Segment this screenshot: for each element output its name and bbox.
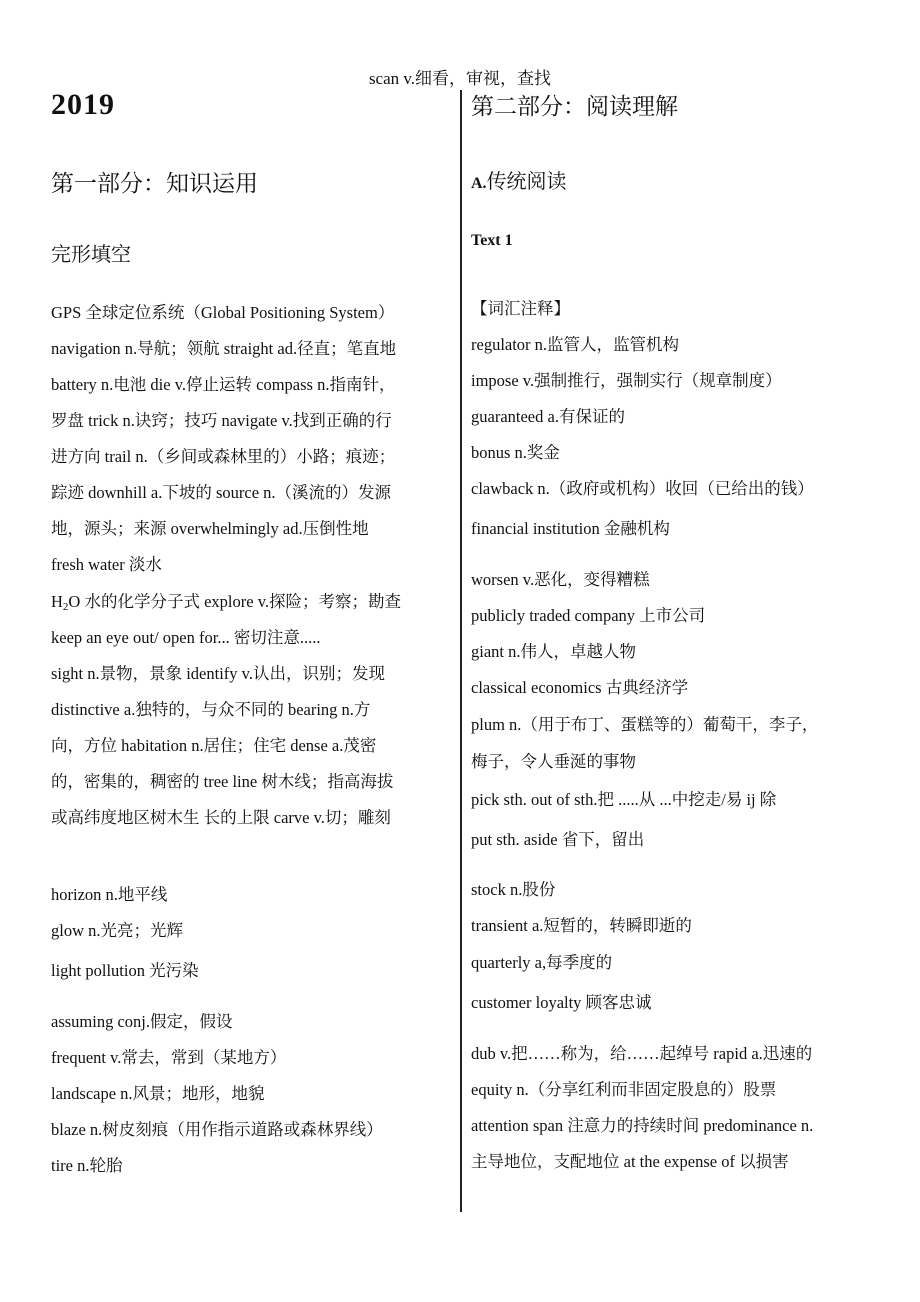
right-vocab-line: put sth. aside 省下，留出 <box>471 830 645 849</box>
left-vocab-line: blaze n.树皮刻痕（用作指示道路或森林界线） <box>51 1120 383 1139</box>
left-vocab-line: navigation n.导航；领航 straight ad.径直；笔直地 <box>51 339 397 358</box>
right-vocab-line: classical economics 古典经济学 <box>471 678 689 697</box>
left-vocab-line: 的，密集的，稠密的 tree line 树木线；指高海拔 <box>51 772 394 791</box>
cloze-section-title: 完形填空 <box>51 244 131 266</box>
left-vocab-line: landscape n.风景；地形，地貌 <box>51 1084 265 1103</box>
left-vocab-line: assuming conj.假定，假设 <box>51 1012 233 1031</box>
left-vocab-line: 向，方位 habitation n.居住；住宅 dense a.茂密 <box>51 736 377 755</box>
part-one-title: 第一部分：知识运用 <box>51 171 258 196</box>
right-vocab-line: equity n.（分享红利而非固定股息的）股票 <box>471 1080 777 1099</box>
right-vocab-line: publicly traded company 上市公司 <box>471 606 706 625</box>
left-vocab-line: distinctive a.独特的，与众不同的 bearing n.方 <box>51 700 371 719</box>
left-vocab-line: frequent v.常去，常到（某地方） <box>51 1048 287 1067</box>
right-vocab-line: plum n.（用于布丁、蛋糕等的）葡萄干，李子， <box>471 715 819 734</box>
left-vocab-line: 或高纬度地区树木生 长的上限 carve v.切；雕刻 <box>51 808 391 827</box>
left-vocab-line: GPS 全球定位系统（Global Positioning System） <box>51 303 395 322</box>
right-vocab-line: pick sth. out of sth.把 .....从 ...中挖走/易 ij 除 <box>471 790 777 809</box>
right-vocab-line: bonus n.奖金 <box>471 443 560 462</box>
text-label: Text 1 <box>471 232 513 249</box>
right-vocab-line: dub v.把……称为，给……起绰号 rapid a.迅速的 <box>471 1044 813 1063</box>
h2o-subscript: 2 <box>62 601 69 613</box>
right-vocab-line: stock n.股份 <box>471 880 556 899</box>
right-vocab-line: financial institution 金融机构 <box>471 519 670 538</box>
right-vocab-line: attention span 注意力的持续时间 predominance n. <box>471 1116 814 1135</box>
left-vocab-line: sight n.景物，景象 identify v.认出，识别；发现 <box>51 664 385 683</box>
right-vocab-line: giant n.伟人，卓越人物 <box>471 642 636 661</box>
left-vocab-line: 踪迹 downhill a.下坡的 source n.（溪流的）发源 <box>51 483 392 502</box>
left-vocab-line: 进方向 trail n.（乡间或森林里的）小路；痕迹； <box>51 447 396 466</box>
h2o-h: H <box>51 592 63 611</box>
left-vocab-line: tire n.轮胎 <box>51 1156 123 1175</box>
column-divider <box>460 90 462 1212</box>
right-vocab-line: transient a.短暂的，转瞬即逝的 <box>471 916 692 935</box>
right-vocab-line: worsen v.恶化，变得糟糕 <box>471 570 650 589</box>
section-a-title <box>471 165 567 194</box>
section-a-letter: A. <box>471 175 487 192</box>
year-heading: 2019 <box>51 88 115 121</box>
header-note: scan v.细看，审视，查找 <box>368 69 552 88</box>
section-a-label: 传统阅读 <box>486 171 567 193</box>
h2o-rest: O 水的化学分子式 explore v.探险；考察；勘查 <box>68 592 401 611</box>
left-vocab-line-h2o <box>51 590 401 619</box>
right-vocab-line: guaranteed a.有保证的 <box>471 407 625 426</box>
left-vocab-line: battery n.电池 die v.停止运转 compass n.指南针， <box>51 375 396 394</box>
left-vocab-line: 罗盘 trick n.诀窍；技巧 navigate v.找到正确的行 <box>51 411 392 430</box>
left-vocab-line: horizon n.地平线 <box>51 885 168 904</box>
left-vocab-line: 地，源头；来源 overwhelmingly ad.压倒性地 <box>51 519 369 538</box>
right-vocab-line: 主导地位，支配地位 at the expense of 以损害 <box>471 1152 789 1171</box>
vocab-notes-heading: 【词汇注释】 <box>471 299 570 318</box>
right-vocab-line: clawback n.（政府或机构）收回（已给出的钱） <box>471 479 814 498</box>
part-two-title: 第二部分：阅读理解 <box>471 94 678 119</box>
left-vocab-line: light pollution 光污染 <box>51 961 199 980</box>
right-vocab-line: regulator n.监管人，监管机构 <box>471 335 680 354</box>
right-vocab-line: quarterly a,每季度的 <box>471 953 613 972</box>
left-vocab-line: keep an eye out/ open for... 密切注意..... <box>51 628 321 647</box>
right-vocab-line: customer loyalty 顾客忠诚 <box>471 993 652 1012</box>
right-vocab-line: 梅子，令人垂涎的事物 <box>471 752 636 771</box>
left-vocab-line: glow n.光亮；光辉 <box>51 921 183 940</box>
right-vocab-line: impose v.强制推行，强制实行（规章制度） <box>471 371 782 390</box>
left-vocab-line: fresh water 淡水 <box>51 555 162 574</box>
